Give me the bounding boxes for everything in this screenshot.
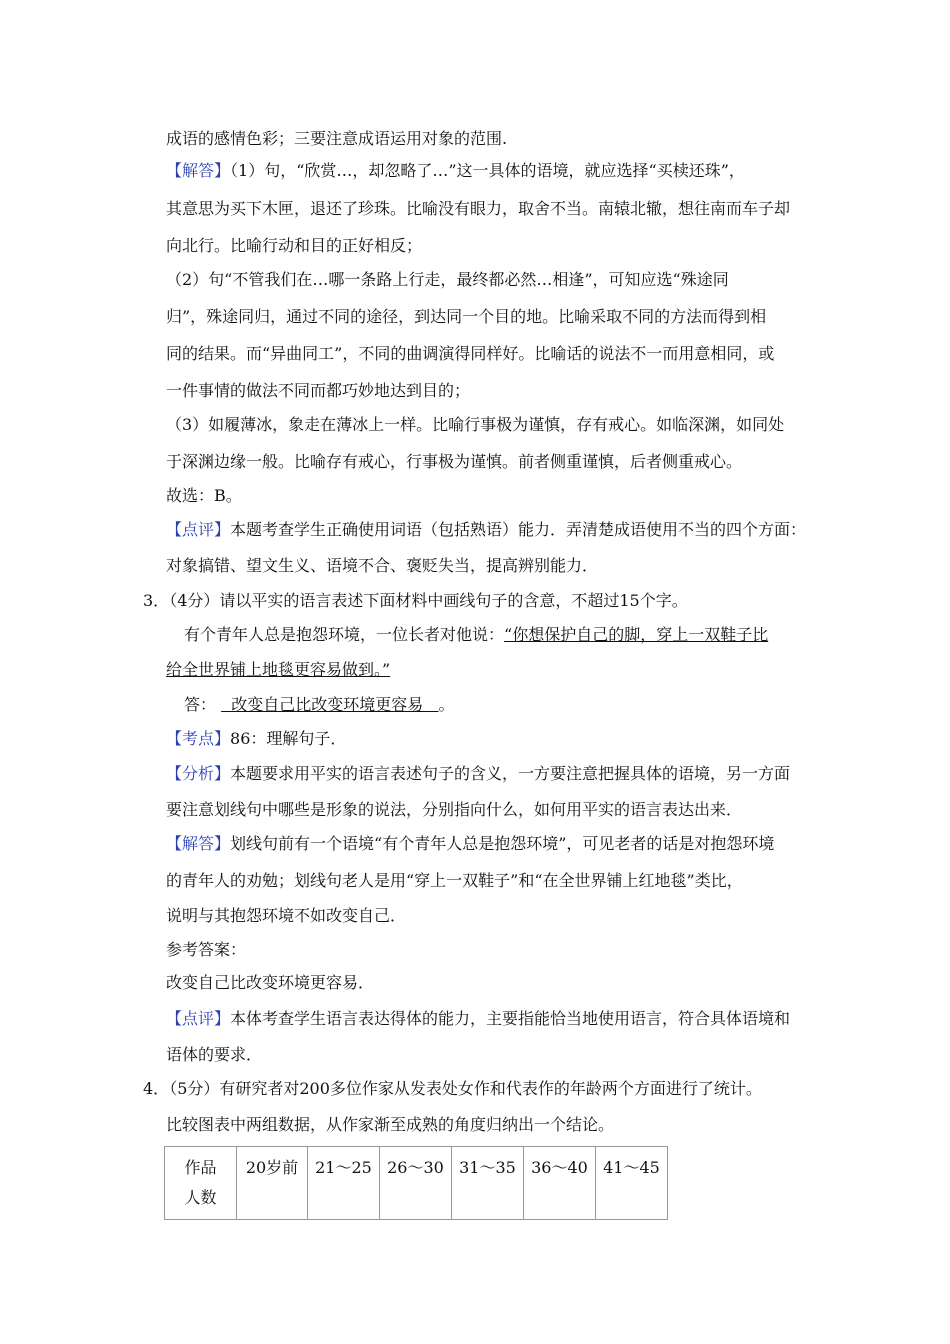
text-line: 比较图表中两组数据，从作家渐至成熟的角度归纳出一个结论。	[166, 1115, 615, 1134]
material-line	[166, 660, 390, 680]
text-span: （1）句，“欣赏…，却忽略了…”这一具体的语境，就应选择“买椟还珠”，	[230, 161, 745, 180]
question-number: 3．	[143, 591, 170, 610]
table-column-header: 21～25	[308, 1147, 380, 1220]
analysis-line	[166, 764, 790, 784]
answer-tag: 【解答】	[166, 834, 231, 853]
kaodian-tag: 【考点】	[166, 729, 231, 748]
question-3-stem	[143, 591, 688, 611]
text-span: 86：理解句子．	[230, 729, 347, 748]
answer-label: 答：	[184, 695, 217, 714]
text-line: 对象搞错、望文生义、语境不合、褒贬失当，提高辨别能力．	[166, 556, 599, 575]
underlined-sentence: 给全世界铺上地毯更容易做到。”	[166, 660, 391, 679]
text-line: （2）句“不管我们在…哪一条路上行走，最终都必然…相逢”，可知应选“殊途同	[166, 270, 729, 289]
table-column-header: 41～45	[596, 1147, 668, 1220]
text-span: 划线句前有一个语境“有个青年人总是抱怨环境”，可见老者的话是对抱怨环境	[230, 834, 775, 853]
question-4-stem	[143, 1079, 762, 1099]
text-line: 故选：B。	[166, 486, 242, 505]
text-line: 同的结果。而“异曲同工”，不同的曲调演得同样好。比喻话的说法不一而用意相同，或	[166, 344, 775, 363]
text-line: 语体的要求．	[166, 1045, 263, 1064]
text-line: 成语的感情色彩；三要注意成语运用对象的范围.	[166, 129, 508, 148]
statistics-table	[164, 1146, 668, 1220]
answer-blank: 改变自己比改变环境更容易	[221, 695, 439, 714]
underlined-sentence: “你想保护自己的脚，穿上一双鞋子比	[504, 625, 769, 644]
question-number: 4．	[143, 1079, 170, 1098]
text-line: 参考答案：	[166, 940, 247, 959]
text-line: 说明与其抱怨环境不如改变自己．	[166, 906, 407, 925]
answer-line	[166, 834, 774, 854]
comment-tag: 【点评】	[166, 520, 231, 539]
comment-tag: 【点评】	[166, 1009, 231, 1028]
text-line: 一件事情的做法不同而都巧妙地达到目的；	[166, 381, 471, 400]
answer-tag: 【解答】	[166, 161, 231, 180]
material-line	[184, 625, 768, 645]
text-span: 本题要求用平实的语言表述句子的含义，一方要注意把握具体的语境，另一方面	[230, 764, 791, 783]
text-line: （3）如履薄冰，象走在薄冰上一样。比喻行事极为谨慎，存有戒心。如临深渊，如同处	[166, 415, 785, 434]
text-span: 本题考查学生正确使用词语（包括熟语）能力．弄清楚成语使用不当的四个方面：	[230, 520, 807, 539]
material-text: 有个青年人总是抱怨环境，一位长者对他说：	[184, 625, 505, 644]
table-column-header: 31～35	[452, 1147, 524, 1220]
comment-line	[166, 520, 806, 540]
answer-line	[166, 161, 745, 181]
text-line: 向北行。比喻行动和目的正好相反；	[166, 236, 423, 255]
question-text: （4分）请以平实的语言表述下面材料中画线句子的含意，不超过15个字。	[169, 591, 688, 610]
kaodian-line	[166, 729, 346, 749]
text-span: 本体考查学生语言表达得体的能力，主要指能恰当地使用语言，符合具体语境和	[230, 1009, 791, 1028]
question-text: （5分）有研究者对200多位作家从发表处女作和代表作的年龄两个方面进行了统计。	[169, 1079, 762, 1098]
row-header-line: 人数	[184, 1188, 217, 1207]
text-line: 要注意划线句中哪些是形象的说法，分别指向什么，如何用平实的语言表达出来．	[166, 800, 743, 819]
comment-line	[166, 1009, 790, 1029]
table-column-header: 26～30	[380, 1147, 452, 1220]
text-line: 归”，殊途同归，通过不同的途径，到达同一个目的地。比喻采取不同的方法而得到相	[166, 307, 767, 326]
text-line: 的青年人的劝勉；划线句老人是用“穿上一双鞋子”和“在全世界铺上红地毯”类比，	[166, 871, 743, 890]
row-header-line: 作品	[184, 1158, 217, 1177]
table-column-header: 36～40	[524, 1147, 596, 1220]
table-row-header	[165, 1147, 237, 1220]
analysis-tag: 【分析】	[166, 764, 231, 783]
text-line: 改变自己比改变环境更容易．	[166, 973, 375, 992]
table-row	[165, 1147, 668, 1220]
answer-blank-line	[184, 695, 455, 715]
text-line: 其意思为买下木匣，退还了珍珠。比喻没有眼力，取舍不当。南辕北辙，想往南而车子却	[166, 199, 791, 218]
text-line: 于深渊边缘一般。比喻存有戒心，行事极为谨慎。前者侧重谨慎，后者侧重戒心。	[166, 452, 743, 471]
answer-end: 。	[438, 695, 455, 714]
table-column-header: 20岁前	[237, 1147, 308, 1220]
